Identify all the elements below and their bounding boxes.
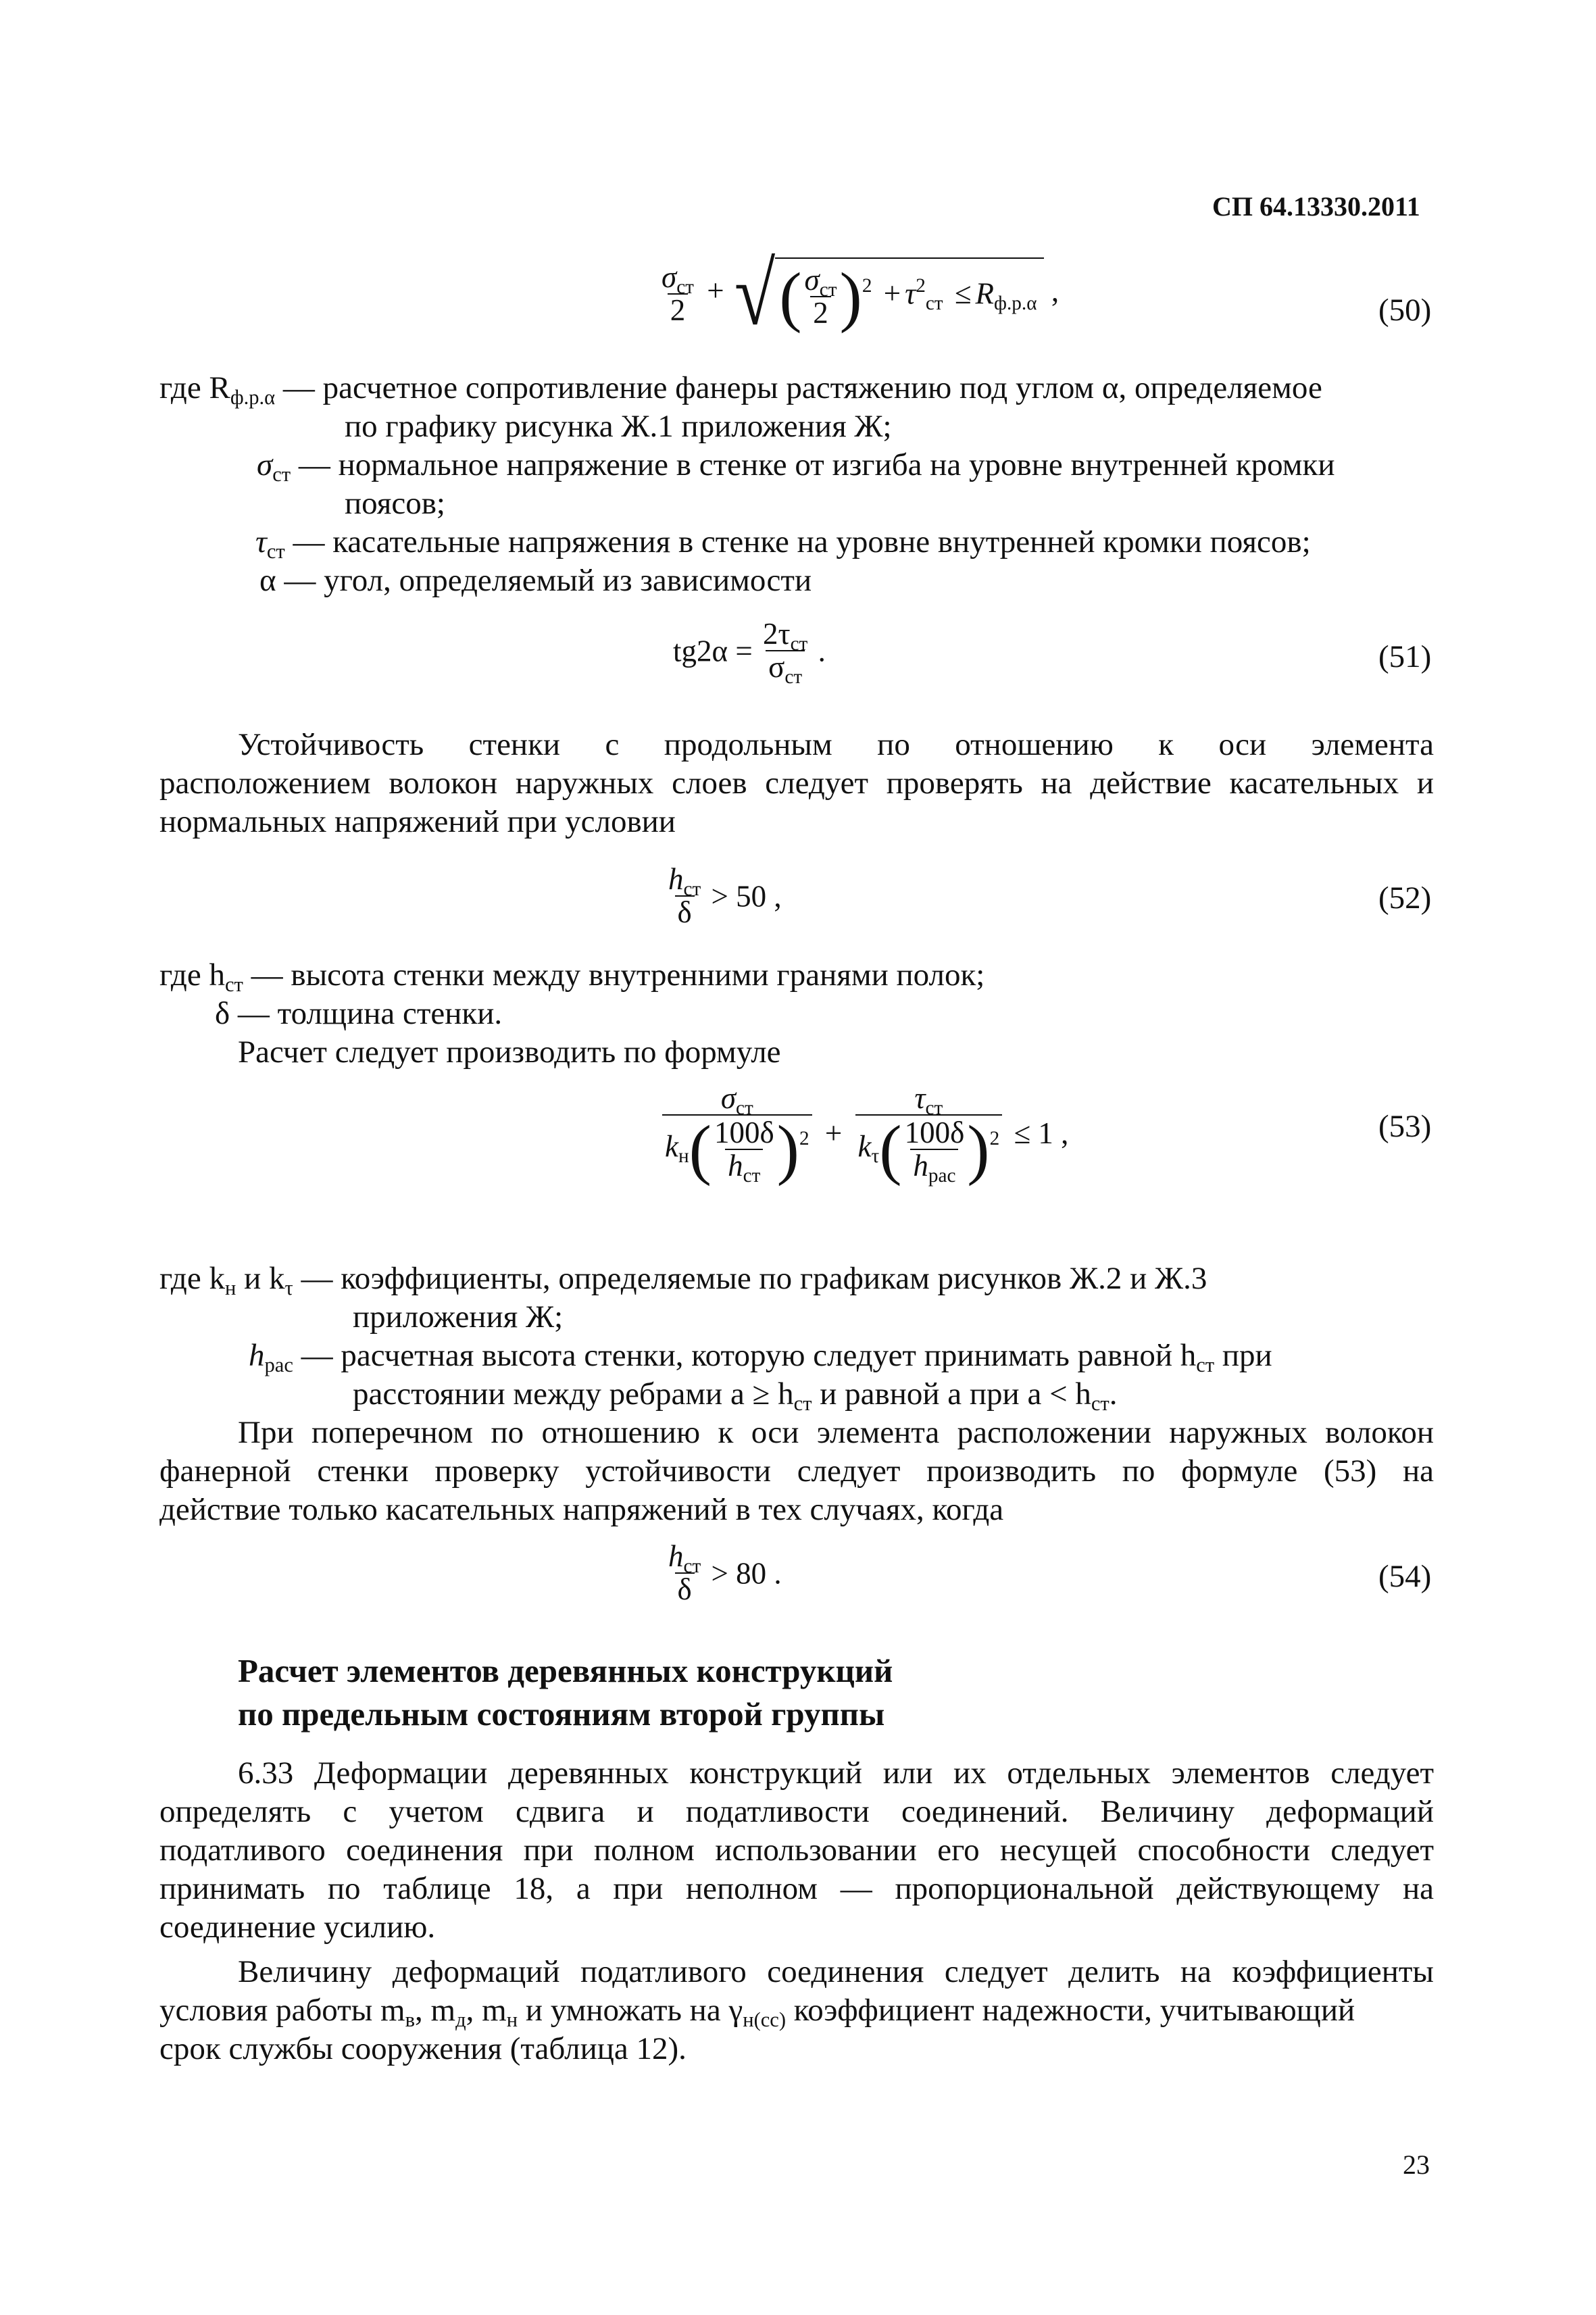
paragraph-deform-line2: условия работы $m_в$, $m_д$, $m_н$ и умножать на $\gamma_{н(сс)}$ коэффициент надежности, учитывающий <box>159 1993 1355 2032</box>
paragraph-stability-line1: Устойчивость стенки с продольным по отношению к оси элемента <box>238 727 1434 762</box>
section-heading-line1: Расчет элементов деревянных конструкций <box>238 1652 893 1689</box>
paragraph-633-line2: определять с учетом сдвига и податливости соединений. Величину деформаций <box>159 1794 1434 1829</box>
definition-alpha: α — угол, определяемый из зависимости <box>259 563 812 598</box>
document-code: СП 64.13330.2011 <box>1212 191 1420 222</box>
paragraph-deform-line1: Величину деформаций податливого соединения следует делить на коэффициенты <box>238 1954 1434 1989</box>
equation-54: $\frac{h_{ст}}{\delta}$ > 80 . <box>668 1539 782 1607</box>
paragraph-633-line1: 6.33 Деформации деревянных конструкций или их отдельных элементов следует <box>238 1756 1434 1791</box>
paragraph-transverse-line1: При поперечном по отношению к оси элемента расположении наружных волокон <box>238 1415 1434 1450</box>
eq53-tau-fraction: $\tau_{ст}$ $k_\tau$( $\frac{100\delta}{h_{рас}}$ )$^2$ <box>855 1082 1003 1183</box>
paragraph-stability-line3: нормальных напряжений при условии <box>159 804 676 839</box>
page-number: 23 <box>1403 2149 1430 2180</box>
definition-R: где $R_{ф.р.\alpha}$ — расчетное сопротивление фанеры растяжению под углом α, определяемое <box>159 370 1322 409</box>
calc-intro: Расчет следует производить по формуле <box>238 1035 781 1070</box>
eq50-sqrt-body: ( $\frac{\sigma_{ст}}{2}$ )$^2 + \tau^2_{ст} \le R_{ф.р.\alpha}$ <box>775 257 1043 330</box>
definition-h: где $h_{ст}$ — высота стенки между внутренними гранями полок; <box>159 957 985 997</box>
paragraph-633-line3: податливого соединения при полном использовании его несущей способности следует <box>159 1833 1434 1868</box>
eq53-sigma-fraction: $\sigma_{ст}$ $k_н$( $\frac{100\delta}{h_{ст}}$ )$^2$ <box>662 1082 812 1183</box>
equation-number-53: (53) <box>1378 1109 1432 1144</box>
equation-50: $\frac{\sigma_{ст}}{2}$ + √( $\frac{\sigma_{ст}}{2}$ )$^2 + \tau^2_{ст} \le R_{ф.р.\alpha}$ , <box>659 257 1059 331</box>
definition-sigma-cont: поясов; <box>345 486 445 521</box>
equation-number-54: (54) <box>1378 1559 1432 1594</box>
paragraph-stability-line2: расположением волокон наружных слоев следует проверять на действие касательных и <box>159 766 1434 801</box>
definition-tau: $\tau_{ст}$ — касательные напряжения в стенке на уровне внутренней кромки поясов; <box>255 524 1311 564</box>
paragraph-deform-line3: срок службы сооружения (таблица 12). <box>159 2031 687 2066</box>
definition-R-cont: по графику рисунка Ж.1 приложения Ж; <box>345 409 892 444</box>
equation-51: tg2α = $\frac{2\tau_{ст}}{\sigma_{ст}}$ . <box>673 617 826 689</box>
paragraph-transverse-line2: фанерной стенки проверку устойчивости следует производить по формуле (53) на <box>159 1453 1434 1489</box>
equation-number-51: (51) <box>1378 639 1432 674</box>
definition-k-cont: приложения Ж; <box>353 1299 564 1335</box>
definition-hpac: $h_{рас}$ — расчетная высота стенки, которую следует принимать равной $h_{ст}$ при <box>249 1338 1272 1377</box>
paragraph-633-line5: соединение усилию. <box>159 1910 436 1945</box>
definition-sigma: $\sigma_{ст}$ — нормальное напряжение в стенке от изгиба на уровне внутренней кромки <box>257 447 1335 487</box>
definition-k: где $k_н$ и $k_\tau$ — коэффициенты, определяемые по графикам рисунков Ж.2 и Ж.3 <box>159 1261 1207 1300</box>
definition-delta: δ — толщина стенки. <box>215 996 503 1031</box>
eq50-fraction-sigma-over-2: $\frac{\sigma_{ст}}{2}$ <box>662 259 694 327</box>
equation-53: $\sigma_{ст}$ $k_н$( $\frac{100\delta}{h_{ст}}$ )$^2$ + $\tau_{ст}$ $k_\tau$( $\frac{100\delta}{h_{рас}}$ )$^2$ ≤ 1 , <box>662 1082 1068 1183</box>
equation-52: $\frac{h_{ст}}{\delta}$ > 50 , <box>668 862 782 930</box>
section-heading-line2: по предельным состояниям второй группы <box>238 1695 885 1733</box>
paragraph-transverse-line3: действие только касательных напряжений в тех случаях, когда <box>159 1492 1004 1527</box>
paragraph-633-line4: принимать по таблице 18, а при неполном — пропорциональной действующему на <box>159 1871 1434 1906</box>
definition-hpac-cont: расстоянии между ребрами $a \ge h_{ст}$ и равной a при $a < h_{ст}$. <box>353 1376 1118 1416</box>
equation-number-52: (52) <box>1378 880 1432 916</box>
equation-number-50: (50) <box>1378 293 1432 328</box>
sqrt-symbol: √ <box>734 244 776 344</box>
